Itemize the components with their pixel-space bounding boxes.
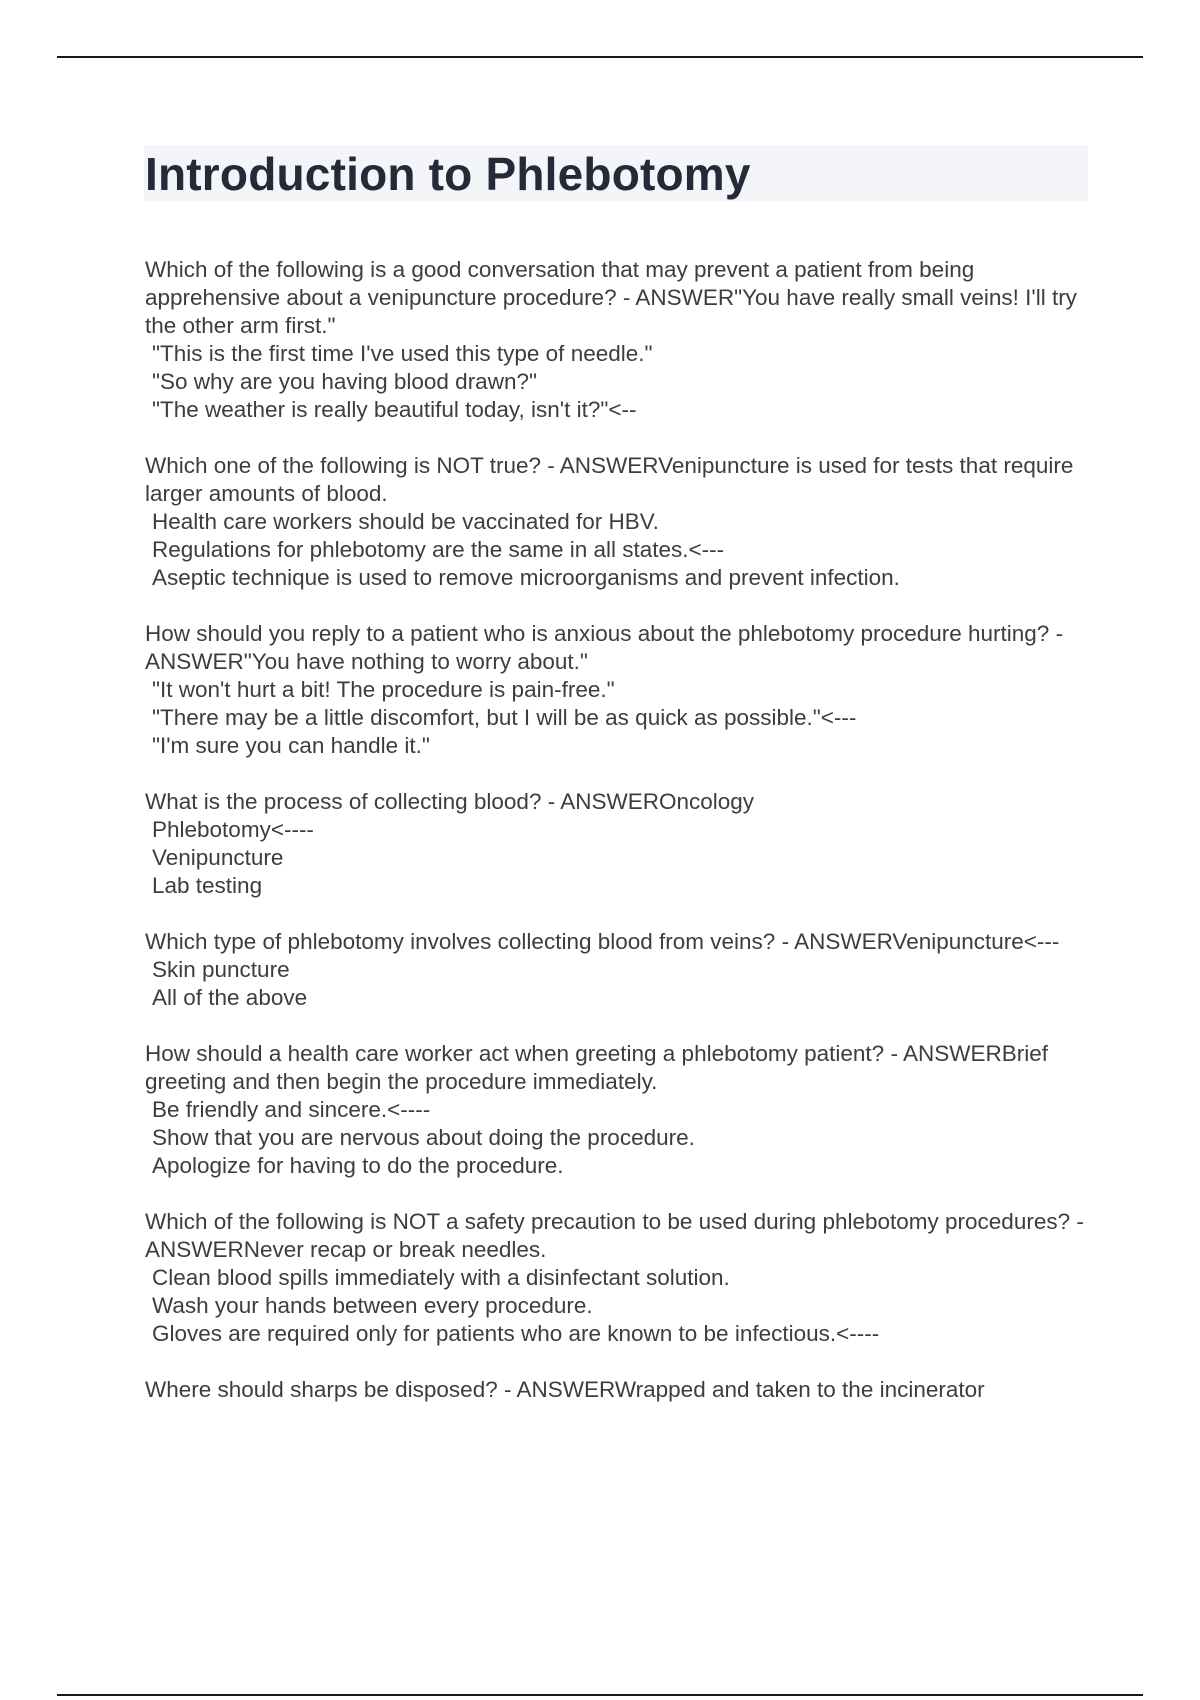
answer-option: "So why are you having blood drawn?" — [152, 369, 537, 394]
answer-option: Aseptic technique is used to remove microorganisms and prevent infection. — [152, 565, 900, 590]
answer-option: Be friendly and sincere.<---- — [152, 1097, 431, 1122]
answer-option: Wash your hands between every procedure. — [152, 1293, 593, 1318]
answer-option: "There may be a little discomfort, but I will be as quick as possible."<--- — [152, 705, 857, 730]
question-text: How should a health care worker act when greeting a phlebotomy patient? - ANSWERBrief greeting and then begin the procedure immediately. — [145, 1041, 1048, 1094]
question-text: Where should sharps be disposed? - ANSWERWrapped and taken to the incinerator — [145, 1377, 985, 1402]
qa-item — [145, 620, 1095, 760]
question-text: Which type of phlebotomy involves collecting blood from veins? - ANSWERVenipuncture<--- — [145, 929, 1060, 954]
answer-option: "This is the first time I've used this type of needle." — [152, 341, 653, 366]
answer-option: Apologize for having to do the procedure. — [152, 1153, 564, 1178]
answer-option: Skin puncture — [152, 957, 290, 982]
qa-item — [145, 452, 1095, 592]
qa-item — [145, 1040, 1095, 1180]
page-title: Introduction to Phlebotomy — [145, 148, 751, 200]
answer-option: Clean blood spills immediately with a disinfectant solution. — [152, 1265, 730, 1290]
answer-option: "I'm sure you can handle it." — [152, 733, 430, 758]
answer-option: Health care workers should be vaccinated for HBV. — [152, 509, 659, 534]
bottom-divider — [57, 1694, 1143, 1696]
answer-option: Show that you are nervous about doing the procedure. — [152, 1125, 695, 1150]
question-text: Which one of the following is NOT true? - ANSWERVenipuncture is used for tests that require larger amounts of blood. — [145, 453, 1074, 506]
qa-item — [145, 928, 1095, 1012]
qa-item — [145, 256, 1095, 424]
top-divider — [57, 56, 1143, 58]
qa-item — [145, 788, 1095, 900]
answer-option: All of the above — [152, 985, 308, 1010]
question-text: What is the process of collecting blood? - ANSWEROncology — [145, 789, 755, 814]
answer-option: Lab testing — [152, 873, 263, 898]
question-text: Which of the following is NOT a safety precaution to be used during phlebotomy procedures? - ANSWERNever recap or break needles. — [145, 1209, 1084, 1262]
answer-option: "It won't hurt a bit! The procedure is pain-free." — [152, 677, 615, 702]
question-text: How should you reply to a patient who is anxious about the phlebotomy procedure hurting? - ANSWER"You have nothing to worry about." — [145, 621, 1064, 674]
qa-item — [145, 1376, 1095, 1404]
answer-option: Venipuncture — [152, 845, 284, 870]
answer-option: Regulations for phlebotomy are the same in all states.<--- — [152, 537, 725, 562]
answer-option: Phlebotomy<---- — [152, 817, 314, 842]
question-text: Which of the following is a good conversation that may prevent a patient from being apprehensive about a venipuncture procedure? - ANSWER"You have really small veins! I'll try the other arm first." — [145, 257, 1077, 338]
qa-item — [145, 1208, 1095, 1348]
answer-option: "The weather is really beautiful today, isn't it?"<-- — [152, 397, 637, 422]
answer-option: Gloves are required only for patients who are known to be infectious.<---- — [152, 1321, 880, 1346]
qa-list — [145, 256, 1095, 1432]
